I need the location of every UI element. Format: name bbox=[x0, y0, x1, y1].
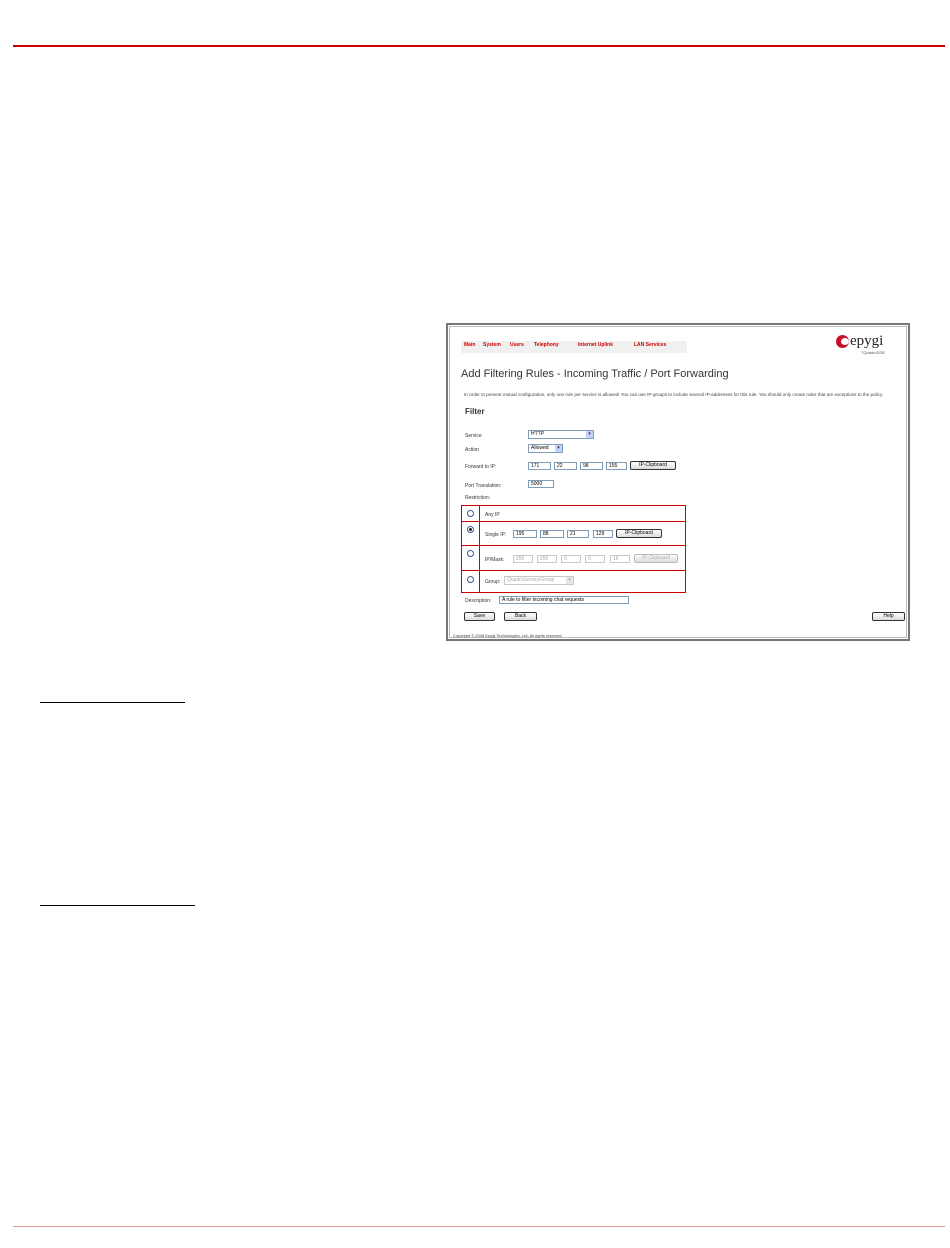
single-ip-radio[interactable] bbox=[467, 526, 474, 533]
section-title: Filter bbox=[465, 407, 485, 416]
top-navigation bbox=[461, 341, 687, 353]
back-button[interactable]: Back bbox=[504, 612, 537, 621]
single-ip-octet-3[interactable]: 21 bbox=[567, 530, 589, 538]
port-translation-field[interactable]: 5000 bbox=[528, 480, 554, 488]
ip-mask-bits[interactable]: 16 bbox=[610, 555, 630, 563]
single-ip-octet-1[interactable]: 195 bbox=[513, 530, 537, 538]
heading-underline-2 bbox=[40, 905, 195, 906]
nav-item-lan-services[interactable]: LAN Services bbox=[634, 342, 667, 348]
group-label: Group: bbox=[485, 579, 501, 585]
screenshot-figure bbox=[446, 323, 910, 641]
chevron-down-icon: ▾ bbox=[586, 431, 593, 438]
nav-item-main[interactable]: Main bbox=[464, 342, 476, 348]
restriction-row-any-ip bbox=[462, 506, 685, 522]
chevron-down-icon: ▾ bbox=[555, 445, 562, 452]
single-ip-octet-4[interactable]: 129 bbox=[593, 530, 613, 538]
group-value: QuadroServiceGroup bbox=[507, 577, 555, 583]
intro-text: In order to prevent mutual configuration, only one rule per service is allowed! You can use IP-groups to include several IP-addresses for this rule. You should only create rules that are exceptions to the policy. bbox=[464, 392, 884, 397]
ip-mask-radio[interactable] bbox=[467, 550, 474, 557]
service-select[interactable] bbox=[528, 430, 594, 439]
action-label: Action bbox=[465, 447, 479, 453]
restriction-label: Restriction: bbox=[465, 495, 491, 501]
nav-item-internet-uplink[interactable]: Internet Uplink bbox=[578, 342, 614, 348]
forward-ip-octet-3[interactable]: 98 bbox=[580, 462, 603, 470]
action-value: Allowed bbox=[531, 445, 549, 451]
nav-item-system[interactable]: System bbox=[483, 342, 501, 348]
footer-rule bbox=[13, 1226, 945, 1227]
description-field[interactable]: A rule to filter incoming chat requests bbox=[499, 596, 629, 604]
restriction-table bbox=[461, 505, 686, 593]
logo-model: TQuadro2/3E bbox=[861, 350, 886, 355]
service-value: HTTP bbox=[531, 431, 545, 437]
ip-mask-label: IP/Mask: bbox=[485, 557, 505, 563]
single-ip-octet-2[interactable]: 88 bbox=[540, 530, 564, 538]
port-translation-label: Port Translation: bbox=[465, 483, 502, 489]
epygi-logo-icon bbox=[836, 335, 849, 348]
action-select[interactable] bbox=[528, 444, 563, 453]
restriction-row-group bbox=[462, 571, 685, 592]
group-radio[interactable] bbox=[467, 576, 474, 583]
forward-ip-octet-1[interactable]: 171 bbox=[528, 462, 551, 470]
group-select[interactable] bbox=[504, 576, 574, 585]
page-title: Add Filtering Rules - Incoming Traffic / Port Forwarding bbox=[461, 368, 729, 380]
ip-mask-octet-3[interactable]: 0 bbox=[561, 555, 581, 563]
chevron-down-icon: ▾ bbox=[566, 577, 573, 584]
ip-mask-octet-2[interactable]: 255 bbox=[537, 555, 557, 563]
forward-ip-octet-4[interactable]: 155 bbox=[606, 462, 627, 470]
nav-item-users[interactable]: Users bbox=[510, 342, 524, 348]
help-button[interactable]: Help bbox=[872, 612, 905, 621]
single-ip-label: Single IP: bbox=[485, 532, 507, 538]
epygi-logo bbox=[836, 335, 894, 357]
restriction-row-ip-mask bbox=[462, 546, 685, 571]
heading-underline-1 bbox=[40, 702, 185, 703]
nav-item-telephony[interactable]: Telephony bbox=[534, 342, 559, 348]
description-label: Description: bbox=[465, 598, 492, 604]
header-rule bbox=[13, 45, 945, 47]
ip-mask-octet-4[interactable]: 0 bbox=[585, 555, 605, 563]
forward-ip-clipboard-button[interactable]: IP-Clipboard bbox=[630, 461, 676, 470]
save-button[interactable]: Save bbox=[464, 612, 495, 621]
forward-ip-octet-2[interactable]: 22 bbox=[554, 462, 577, 470]
single-ip-clipboard-button[interactable]: IP-Clipboard bbox=[616, 529, 662, 538]
restriction-row-single-ip bbox=[462, 522, 685, 546]
any-ip-radio[interactable] bbox=[467, 510, 474, 517]
forward-ip-label: Forward to IP: bbox=[465, 464, 497, 470]
copyright-text: Copyright © 2008 Epygi Technologies, Ltd. All rights reserved. bbox=[453, 633, 563, 638]
ip-mask-clipboard-button[interactable]: IP-Clipboard bbox=[634, 554, 678, 563]
logo-wordmark: epygi bbox=[850, 333, 884, 349]
any-ip-label: Any IP bbox=[485, 512, 500, 518]
service-label: Service bbox=[465, 433, 482, 439]
ip-mask-octet-1[interactable]: 255 bbox=[513, 555, 533, 563]
